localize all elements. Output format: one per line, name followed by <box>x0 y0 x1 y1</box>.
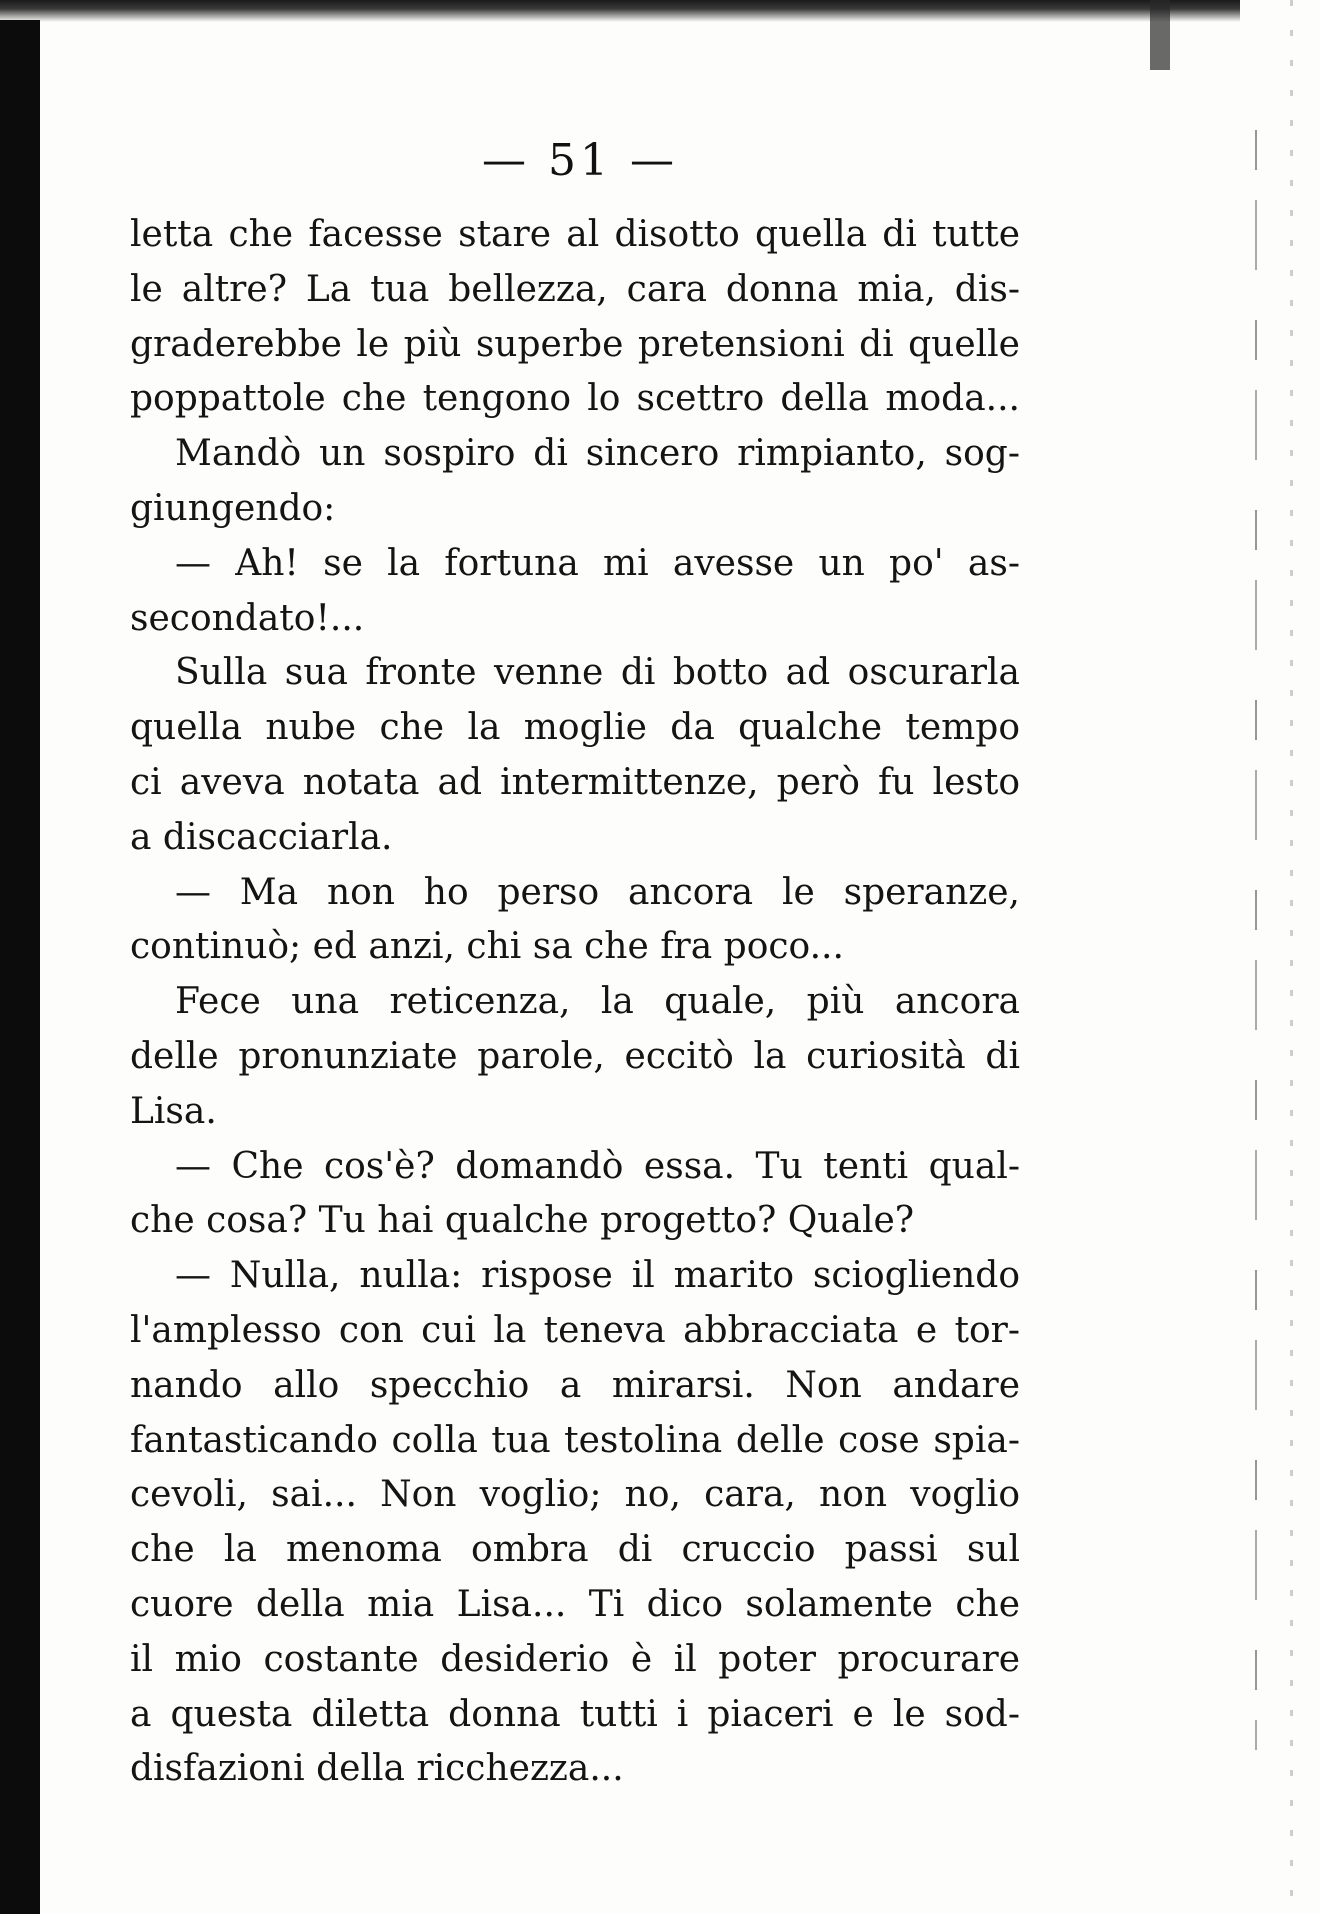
text-line: letta che facesse stare al disotto quella di tutte <box>130 214 1020 255</box>
text-line: secondato!... <box>130 597 365 639</box>
text-line: continuò; ed anzi, chi sa che fra poco... <box>130 926 844 968</box>
text-line: — Ma non ho perso ancora le speranze, <box>175 871 1020 913</box>
text-line: nando allo specchio a mirarsi. Non andare <box>130 1364 1020 1406</box>
text-line: — Ah! se la fortuna mi avesse un po' as- <box>175 542 1020 584</box>
text-line: disfazioni della ricchezza... <box>130 1748 624 1790</box>
text-line: delle pronunziate parole, eccitò la curiosità di <box>130 1035 1020 1077</box>
text-line: cevoli, sai... Non voglio; no, cara, non voglio <box>130 1474 1020 1516</box>
body-text <box>130 208 1020 1797</box>
text-line: che la menoma ombra di cruccio passi sul <box>130 1529 1020 1571</box>
text-line: graderebbe le più superbe pretensioni di quelle <box>130 323 1020 365</box>
text-line: cuore della mia Lisa... Ti dico solamente che <box>130 1583 1020 1625</box>
text-line: che cosa? Tu hai qualche progetto? Quale? <box>130 1200 915 1242</box>
text-line: a discacciarla. <box>130 816 393 858</box>
text-line: quella nube che la moglie da qualche tempo <box>130 707 1020 749</box>
text-line: giungendo: <box>130 487 336 529</box>
text-line: l'amplesso con cui la teneva abbracciata e tor- <box>130 1309 1020 1351</box>
text-line: Fece una reticenza, la quale, più ancora <box>175 981 1020 1023</box>
text-line: Mandò un sospiro di sincero rimpianto, sog- <box>175 433 1020 475</box>
scan-artifact <box>1150 0 1170 70</box>
facing-page-bleed <box>1255 130 1257 1750</box>
text-line: fantasticando colla tua testolina delle cose spia- <box>130 1419 1020 1461</box>
text-line: Lisa. <box>130 1090 217 1132</box>
page-edge <box>1290 0 1293 1914</box>
scan-shadow-top <box>0 0 1240 22</box>
text-line: ci aveva notata ad intermittenze, però fu lesto <box>130 761 1020 803</box>
page-number-header: — 51 — <box>482 135 678 186</box>
text-line: Sulla sua fronte venne di botto ad oscurarla <box>175 652 1020 694</box>
text-line: — Nulla, nulla: rispose il marito sciogliendo <box>175 1255 1020 1297</box>
text-line: — Che cos'è? domandò essa. Tu tenti qual- <box>175 1145 1020 1187</box>
text-line: a questa diletta donna tutti i piaceri e le sod- <box>130 1693 1020 1735</box>
text-line: le altre? La tua bellezza, cara donna mia, dis- <box>130 268 1020 310</box>
scan-shadow-left <box>0 20 40 1914</box>
text-line: poppattole che tengono lo scettro della moda... <box>130 378 1020 420</box>
text-line: il mio costante desiderio è il poter procurare <box>130 1638 1020 1680</box>
